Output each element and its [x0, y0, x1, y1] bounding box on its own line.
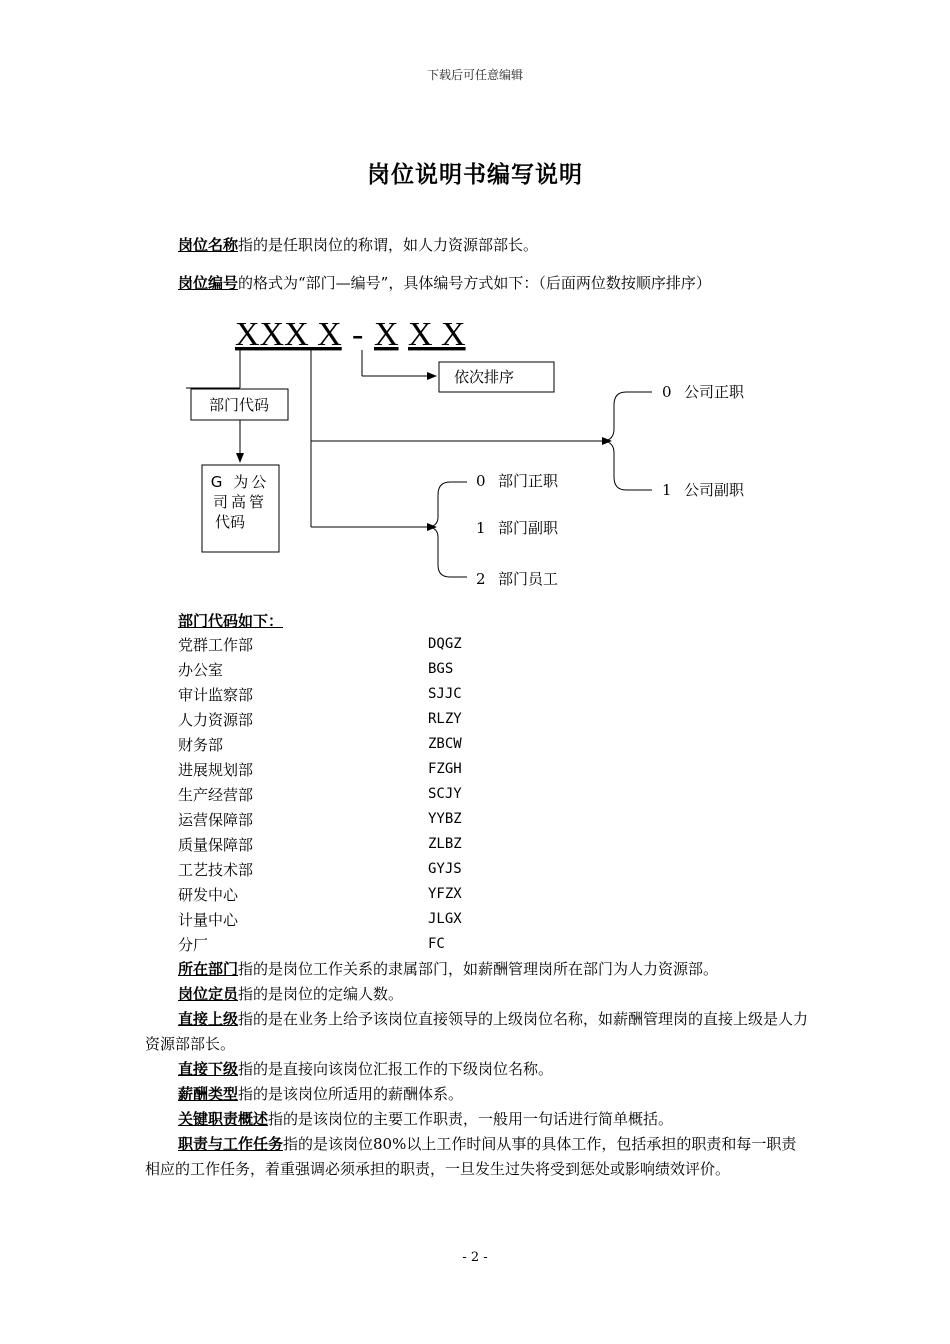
sequence-order-box-label: 依次排序 — [453, 368, 515, 386]
department-name: 进展规划部 — [178, 761, 254, 779]
definition-paragraph — [145, 957, 810, 982]
intro-paragraph-position-name — [178, 233, 818, 258]
header-note: 下载后可任意编辑 — [426, 68, 523, 82]
definition-paragraph — [145, 1132, 810, 1182]
department-name: 质量保障部 — [178, 836, 254, 854]
definition-paragraph — [145, 1007, 810, 1057]
code-department-part: XXX X — [235, 316, 342, 353]
department-name: 运营保障部 — [178, 811, 254, 829]
department-code: YYBZ — [428, 811, 462, 827]
department-code: JLGX — [428, 911, 462, 927]
executive-code-line: G 为公 — [210, 473, 270, 491]
department-code: ZLBZ — [428, 836, 462, 852]
code-dash: - — [352, 316, 364, 353]
definition-paragraph — [145, 1057, 810, 1082]
page-number: - 2 - — [462, 1250, 488, 1265]
definition-text: 指的是该岗位所适用的薪酬体系。 — [238, 1085, 464, 1103]
department-name: 审计监察部 — [178, 686, 254, 704]
department-name: 工艺技术部 — [178, 861, 254, 879]
intro-paragraph-position-code — [178, 271, 818, 296]
definition-text: 指的是在业务上给予该岗位直接领导的上级岗位名称，如薪酬管理岗的直接上级是人力资源部部长。 — [145, 1010, 809, 1053]
department-level-brace — [430, 482, 467, 577]
department-name: 计量中心 — [178, 911, 239, 929]
term-duties-and-tasks: 职责与工作任务 — [178, 1135, 284, 1153]
dept-option-label: 部门员工 — [498, 570, 559, 588]
department-code: DQGZ — [428, 636, 462, 652]
department-code: GYJS — [428, 861, 462, 877]
definition-paragraph — [145, 1082, 810, 1107]
dept-option-label: 部门正职 — [498, 472, 559, 490]
department-code: YFZX — [428, 886, 462, 902]
company-option-label: 公司正职 — [684, 383, 745, 401]
definition-text: 的格式为“部门—编号”，具体编号方式如下：（后面两位数按顺序排序） — [238, 274, 711, 292]
company-option-label: 公司副职 — [684, 481, 745, 499]
definition-text: 指的是该岗位80%以上工作时间从事的具体工作，包括承担的职责和每一职责相应的工作任务，着重强调必须承担的职责，一旦发生过失将受到惩处或影响绩效评价。 — [145, 1135, 797, 1178]
term-key-duty-summary: 关键职责概述 — [178, 1110, 269, 1128]
definition-text: 指的是直接向该岗位汇报工作的下级岗位名称。 — [238, 1060, 554, 1078]
department-code: FC — [428, 936, 445, 952]
department-name: 办公室 — [178, 661, 224, 679]
department-code: RLZY — [428, 711, 462, 727]
department-name: 党群工作部 — [178, 636, 254, 654]
dept-option-label: 部门副职 — [498, 519, 559, 537]
definition-paragraph — [145, 982, 810, 1007]
document-title: 岗位说明书编写说明 — [367, 162, 583, 188]
dept-option-number: 2 — [476, 570, 486, 588]
department-code-box-label: 部门代码 — [208, 396, 270, 414]
department-name: 人力资源部 — [178, 711, 254, 729]
department-code: ZBCW — [428, 736, 462, 752]
term-direct-superior: 直接上级 — [178, 1010, 239, 1028]
definition-text: 指的是岗位工作关系的隶属部门，如薪酬管理岗所在部门为人力资源部。 — [238, 960, 719, 978]
company-option-number: 1 — [662, 481, 672, 499]
position-code-diagram — [0, 305, 950, 605]
dept-option-number: 0 — [476, 472, 486, 490]
department-codes-title: 部门代码如下： — [178, 612, 284, 630]
term-direct-subordinate: 直接下级 — [178, 1060, 239, 1078]
department-code: FZGH — [428, 761, 462, 777]
term-headcount: 岗位定员 — [178, 985, 239, 1003]
department-code: BGS — [428, 661, 454, 677]
definition-text: 指的是任职岗位的称谓，如人力资源部部长。 — [238, 236, 539, 254]
term-position-code: 岗位编号 — [178, 274, 239, 292]
executive-code-line: 司高管 — [212, 493, 268, 511]
definition-text: 指的是岗位的定编人数。 — [238, 985, 404, 1003]
department-name: 研发中心 — [178, 886, 239, 904]
company-level-brace — [605, 392, 652, 490]
executive-code-line: 代码 — [214, 513, 246, 531]
definition-text: 指的是该岗位的主要工作职责，一般用一句话进行简单概括。 — [268, 1110, 674, 1128]
definition-paragraph — [145, 1107, 810, 1132]
department-name: 生产经营部 — [178, 786, 254, 804]
department-name: 财务部 — [178, 736, 224, 754]
term-position-name: 岗位名称 — [178, 236, 239, 254]
company-option-number: 0 — [662, 383, 672, 401]
code-level-digit: X — [374, 316, 399, 353]
dept-option-number: 1 — [476, 519, 486, 537]
term-salary-type: 薪酬类型 — [178, 1085, 239, 1103]
department-code: SCJY — [428, 786, 462, 802]
code-sequence-digits: X X — [408, 316, 466, 353]
department-name: 分厂 — [178, 936, 209, 954]
department-code: SJJC — [428, 686, 462, 702]
term-department: 所在部门 — [178, 960, 239, 978]
